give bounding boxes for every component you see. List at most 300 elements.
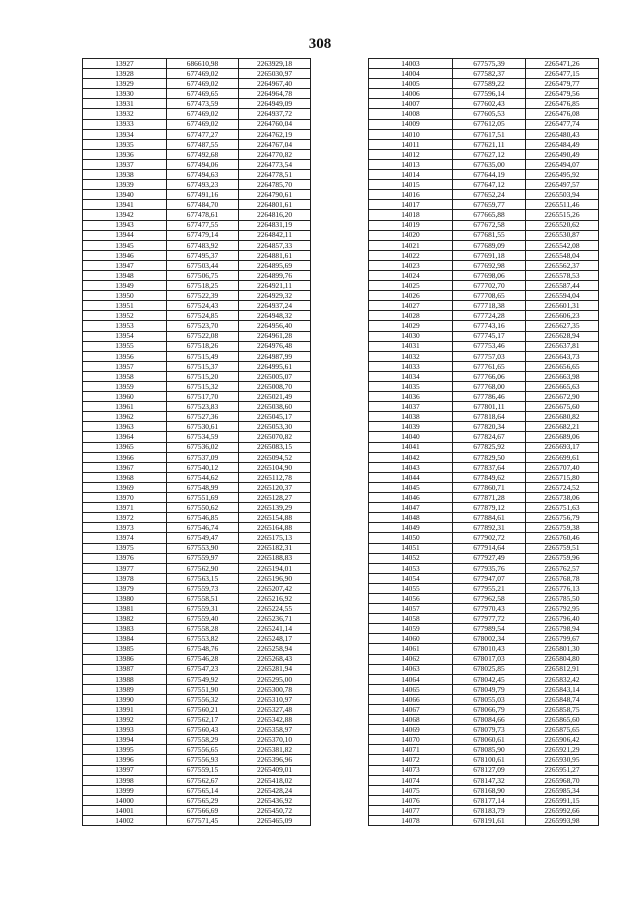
table-row — [83, 170, 311, 180]
table-row — [83, 725, 311, 735]
point-number-cell: 14058 — [369, 614, 453, 624]
point-number-cell: 14078 — [369, 816, 453, 826]
point-number-cell: 14026 — [369, 291, 453, 301]
point-number-cell: 14035 — [369, 382, 453, 392]
point-number-cell: 13953 — [83, 321, 167, 331]
y-coordinate-cell: 2265070,82 — [239, 432, 311, 442]
x-coordinate-cell: 677562,17 — [167, 715, 239, 725]
y-coordinate-cell: 2265479,56 — [526, 89, 599, 99]
table-row — [83, 493, 311, 503]
point-number-cell: 13954 — [83, 331, 167, 341]
y-coordinate-cell: 2265627,35 — [526, 321, 599, 331]
y-coordinate-cell: 2265479,77 — [526, 79, 599, 89]
table-row — [83, 129, 311, 139]
x-coordinate-cell: 677962,58 — [453, 593, 526, 603]
table-row — [369, 523, 599, 533]
point-number-cell: 13968 — [83, 472, 167, 482]
table-row — [369, 170, 599, 180]
table-row — [83, 159, 311, 169]
table-row — [369, 230, 599, 240]
x-coordinate-cell: 677849,62 — [453, 472, 526, 482]
x-coordinate-cell: 678055,03 — [453, 694, 526, 704]
y-coordinate-cell: 2265759,96 — [526, 553, 599, 563]
y-coordinate-cell: 2265511,46 — [526, 200, 599, 210]
table-row — [369, 805, 599, 815]
table-row — [369, 513, 599, 523]
x-coordinate-cell: 677556,65 — [167, 745, 239, 755]
y-coordinate-cell: 2265738,06 — [526, 493, 599, 503]
point-number-cell: 14023 — [369, 260, 453, 270]
point-number-cell: 13980 — [83, 593, 167, 603]
table-row — [369, 89, 599, 99]
x-coordinate-cell: 677768,00 — [453, 382, 526, 392]
table-row — [83, 422, 311, 432]
y-coordinate-cell: 2265154,88 — [239, 513, 311, 523]
y-coordinate-cell: 2265418,02 — [239, 775, 311, 785]
y-coordinate-cell: 2265053,30 — [239, 422, 311, 432]
point-number-cell: 14025 — [369, 281, 453, 291]
x-coordinate-cell: 677627,12 — [453, 149, 526, 159]
point-number-cell: 14039 — [369, 422, 453, 432]
table-row — [83, 513, 311, 523]
point-number-cell: 13938 — [83, 170, 167, 180]
x-coordinate-cell: 677825,92 — [453, 442, 526, 452]
point-number-cell: 13970 — [83, 493, 167, 503]
point-number-cell: 13961 — [83, 402, 167, 412]
x-coordinate-cell: 677484,70 — [167, 200, 239, 210]
x-coordinate-cell: 677612,05 — [453, 119, 526, 129]
point-number-cell: 13966 — [83, 452, 167, 462]
x-coordinate-cell: 677659,77 — [453, 200, 526, 210]
x-coordinate-cell: 678017,03 — [453, 654, 526, 664]
x-coordinate-cell: 677540,12 — [167, 462, 239, 472]
y-coordinate-cell: 2265875,65 — [526, 725, 599, 735]
y-coordinate-cell: 2265409,01 — [239, 765, 311, 775]
table-row — [83, 482, 311, 492]
x-coordinate-cell: 677536,02 — [167, 442, 239, 452]
y-coordinate-cell: 2264831,19 — [239, 220, 311, 230]
table-row — [83, 69, 311, 79]
point-number-cell: 13991 — [83, 705, 167, 715]
point-number-cell: 14017 — [369, 200, 453, 210]
point-number-cell: 14066 — [369, 694, 453, 704]
y-coordinate-cell: 2264967,40 — [239, 79, 311, 89]
x-coordinate-cell: 677559,15 — [167, 765, 239, 775]
y-coordinate-cell: 2265699,61 — [526, 452, 599, 462]
point-number-cell: 14047 — [369, 503, 453, 513]
y-coordinate-cell: 2265628,94 — [526, 331, 599, 341]
y-coordinate-cell: 2265310,97 — [239, 694, 311, 704]
point-number-cell: 14072 — [369, 755, 453, 765]
table-row — [83, 503, 311, 513]
point-number-cell: 14020 — [369, 230, 453, 240]
y-coordinate-cell: 2265865,60 — [526, 715, 599, 725]
point-number-cell: 14024 — [369, 270, 453, 280]
table-row — [369, 200, 599, 210]
y-coordinate-cell: 2265428,24 — [239, 785, 311, 795]
point-number-cell: 14062 — [369, 654, 453, 664]
point-number-cell: 14050 — [369, 533, 453, 543]
x-coordinate-cell: 677551,90 — [167, 684, 239, 694]
x-coordinate-cell: 677761,65 — [453, 361, 526, 371]
table-row — [83, 220, 311, 230]
point-number-cell: 14037 — [369, 402, 453, 412]
y-coordinate-cell: 2265295,00 — [239, 674, 311, 684]
y-coordinate-cell: 2264778,51 — [239, 170, 311, 180]
table-row — [369, 260, 599, 270]
x-coordinate-cell: 677698,06 — [453, 270, 526, 280]
table-row — [83, 402, 311, 412]
table-row — [369, 755, 599, 765]
y-coordinate-cell: 2265715,80 — [526, 472, 599, 482]
table-row — [369, 59, 599, 69]
table-row — [369, 452, 599, 462]
table-row — [83, 149, 311, 159]
point-number-cell: 13962 — [83, 412, 167, 422]
point-number-cell: 13955 — [83, 341, 167, 351]
x-coordinate-cell: 677766,06 — [453, 371, 526, 381]
y-coordinate-cell: 2265370,10 — [239, 735, 311, 745]
x-coordinate-cell: 677718,38 — [453, 301, 526, 311]
x-coordinate-cell: 678168,90 — [453, 785, 526, 795]
table-row — [83, 523, 311, 533]
point-number-cell: 13996 — [83, 755, 167, 765]
point-number-cell: 13997 — [83, 765, 167, 775]
x-coordinate-cell: 678191,61 — [453, 816, 526, 826]
table-row — [83, 735, 311, 745]
y-coordinate-cell: 2264773,54 — [239, 159, 311, 169]
y-coordinate-cell: 2264899,76 — [239, 270, 311, 280]
point-number-cell: 13931 — [83, 99, 167, 109]
x-coordinate-cell: 677565,29 — [167, 795, 239, 805]
x-coordinate-cell: 678066,79 — [453, 705, 526, 715]
y-coordinate-cell: 2264921,11 — [239, 281, 311, 291]
table-row — [369, 99, 599, 109]
table-row — [83, 139, 311, 149]
coordinates-table-right — [368, 58, 599, 826]
x-coordinate-cell: 677743,16 — [453, 321, 526, 331]
point-number-cell: 13985 — [83, 644, 167, 654]
table-row — [369, 644, 599, 654]
y-coordinate-cell: 2265021,49 — [239, 392, 311, 402]
x-coordinate-cell: 677515,20 — [167, 371, 239, 381]
x-coordinate-cell: 677556,93 — [167, 755, 239, 765]
point-number-cell: 13947 — [83, 260, 167, 270]
table-row — [83, 573, 311, 583]
table-row — [83, 321, 311, 331]
y-coordinate-cell: 2264976,48 — [239, 341, 311, 351]
x-coordinate-cell: 677558,51 — [167, 593, 239, 603]
x-coordinate-cell: 677477,55 — [167, 220, 239, 230]
point-number-cell: 14043 — [369, 462, 453, 472]
x-coordinate-cell: 677562,67 — [167, 775, 239, 785]
y-coordinate-cell: 2265503,94 — [526, 190, 599, 200]
table-row — [83, 816, 311, 826]
y-coordinate-cell: 2264948,32 — [239, 311, 311, 321]
x-coordinate-cell: 677473,59 — [167, 99, 239, 109]
x-coordinate-cell: 677483,92 — [167, 240, 239, 250]
point-number-cell: 14032 — [369, 351, 453, 361]
y-coordinate-cell: 2264995,61 — [239, 361, 311, 371]
y-coordinate-cell: 2265112,78 — [239, 472, 311, 482]
x-coordinate-cell: 677708,65 — [453, 291, 526, 301]
point-number-cell: 14006 — [369, 89, 453, 99]
y-coordinate-cell: 2265785,50 — [526, 593, 599, 603]
table-row — [369, 482, 599, 492]
y-coordinate-cell: 2265776,13 — [526, 583, 599, 593]
table-row — [369, 593, 599, 603]
point-number-cell: 14016 — [369, 190, 453, 200]
y-coordinate-cell: 2265196,90 — [239, 573, 311, 583]
table-row — [83, 654, 311, 664]
point-number-cell: 14073 — [369, 765, 453, 775]
table-row — [369, 321, 599, 331]
y-coordinate-cell: 2264895,69 — [239, 260, 311, 270]
table-row — [83, 533, 311, 543]
point-number-cell: 13981 — [83, 604, 167, 614]
point-number-cell: 14033 — [369, 361, 453, 371]
y-coordinate-cell: 2265194,01 — [239, 563, 311, 573]
point-number-cell: 13987 — [83, 664, 167, 674]
table-row — [369, 674, 599, 684]
y-coordinate-cell: 2265768,78 — [526, 573, 599, 583]
y-coordinate-cell: 2264937,72 — [239, 109, 311, 119]
y-coordinate-cell: 2265760,46 — [526, 533, 599, 543]
y-coordinate-cell: 2265008,70 — [239, 382, 311, 392]
y-coordinate-cell: 2265606,23 — [526, 311, 599, 321]
table-row — [369, 220, 599, 230]
x-coordinate-cell: 677563,15 — [167, 573, 239, 583]
y-coordinate-cell: 2265216,92 — [239, 593, 311, 603]
x-coordinate-cell: 677745,17 — [453, 331, 526, 341]
y-coordinate-cell: 2265224,55 — [239, 604, 311, 614]
x-coordinate-cell: 677902,72 — [453, 533, 526, 543]
table-row — [369, 785, 599, 795]
y-coordinate-cell: 2265601,31 — [526, 301, 599, 311]
table-row — [83, 624, 311, 634]
table-row — [369, 664, 599, 674]
table-row — [83, 291, 311, 301]
x-coordinate-cell: 677469,02 — [167, 109, 239, 119]
table-row — [83, 715, 311, 725]
point-number-cell: 14004 — [369, 69, 453, 79]
x-coordinate-cell: 678060,61 — [453, 735, 526, 745]
x-coordinate-cell: 677702,70 — [453, 281, 526, 291]
table-row — [83, 412, 311, 422]
y-coordinate-cell: 2264881,61 — [239, 250, 311, 260]
table-row — [369, 119, 599, 129]
y-coordinate-cell: 2265682,21 — [526, 422, 599, 432]
point-number-cell: 14057 — [369, 604, 453, 614]
y-coordinate-cell: 2264857,33 — [239, 240, 311, 250]
table-row — [83, 250, 311, 260]
x-coordinate-cell: 677689,09 — [453, 240, 526, 250]
table-row — [369, 493, 599, 503]
x-coordinate-cell: 677477,27 — [167, 129, 239, 139]
point-number-cell: 13975 — [83, 543, 167, 553]
x-coordinate-cell: 677550,62 — [167, 503, 239, 513]
table-row — [83, 351, 311, 361]
point-number-cell: 13994 — [83, 735, 167, 745]
point-number-cell: 13998 — [83, 775, 167, 785]
point-number-cell: 14013 — [369, 159, 453, 169]
point-number-cell: 14009 — [369, 119, 453, 129]
x-coordinate-cell: 677786,46 — [453, 392, 526, 402]
x-coordinate-cell: 677515,49 — [167, 351, 239, 361]
y-coordinate-cell: 2265801,30 — [526, 644, 599, 654]
table-row — [83, 442, 311, 452]
point-number-cell: 13948 — [83, 270, 167, 280]
y-coordinate-cell: 2265848,74 — [526, 694, 599, 704]
table-row — [83, 614, 311, 624]
x-coordinate-cell: 677549,47 — [167, 533, 239, 543]
table-row — [369, 553, 599, 563]
y-coordinate-cell: 2265762,57 — [526, 563, 599, 573]
point-number-cell: 14012 — [369, 149, 453, 159]
point-number-cell: 13978 — [83, 573, 167, 583]
table-row — [369, 159, 599, 169]
x-coordinate-cell: 677559,31 — [167, 604, 239, 614]
x-coordinate-cell: 677914,64 — [453, 543, 526, 553]
y-coordinate-cell: 2264816,20 — [239, 210, 311, 220]
table-row — [83, 382, 311, 392]
y-coordinate-cell: 2265471,26 — [526, 59, 599, 69]
y-coordinate-cell: 2265120,37 — [239, 482, 311, 492]
y-coordinate-cell: 2265796,40 — [526, 614, 599, 624]
x-coordinate-cell: 677621,11 — [453, 139, 526, 149]
x-coordinate-cell: 677559,73 — [167, 583, 239, 593]
table-row — [83, 604, 311, 614]
point-number-cell: 14027 — [369, 301, 453, 311]
table-row — [369, 291, 599, 301]
y-coordinate-cell: 2264956,40 — [239, 321, 311, 331]
point-number-cell: 13930 — [83, 89, 167, 99]
y-coordinate-cell: 2265968,70 — [526, 775, 599, 785]
x-coordinate-cell: 677546,28 — [167, 654, 239, 664]
x-coordinate-cell: 678042,45 — [453, 674, 526, 684]
x-coordinate-cell: 677818,64 — [453, 412, 526, 422]
x-coordinate-cell: 677469,65 — [167, 89, 239, 99]
y-coordinate-cell: 2265175,13 — [239, 533, 311, 543]
table-row — [83, 755, 311, 765]
y-coordinate-cell: 2265436,92 — [239, 795, 311, 805]
y-coordinate-cell: 2264762,19 — [239, 129, 311, 139]
x-coordinate-cell: 677560,21 — [167, 705, 239, 715]
y-coordinate-cell: 2265497,57 — [526, 180, 599, 190]
y-coordinate-cell: 2265045,17 — [239, 412, 311, 422]
point-number-cell: 13974 — [83, 533, 167, 543]
point-number-cell: 13933 — [83, 119, 167, 129]
y-coordinate-cell: 2264790,61 — [239, 190, 311, 200]
table-row — [369, 563, 599, 573]
x-coordinate-cell: 678100,61 — [453, 755, 526, 765]
table-row — [83, 270, 311, 280]
point-number-cell: 14049 — [369, 523, 453, 533]
table-row — [83, 563, 311, 573]
x-coordinate-cell: 677492,68 — [167, 149, 239, 159]
table-row — [369, 725, 599, 735]
x-coordinate-cell: 677644,19 — [453, 170, 526, 180]
x-coordinate-cell: 677977,72 — [453, 614, 526, 624]
x-coordinate-cell: 677518,26 — [167, 341, 239, 351]
y-coordinate-cell: 2265495,92 — [526, 170, 599, 180]
point-number-cell: 13992 — [83, 715, 167, 725]
point-number-cell: 14022 — [369, 250, 453, 260]
y-coordinate-cell: 2265083,15 — [239, 442, 311, 452]
point-number-cell: 14031 — [369, 341, 453, 351]
table-row — [83, 281, 311, 291]
point-number-cell: 14077 — [369, 805, 453, 815]
y-coordinate-cell: 2265248,17 — [239, 634, 311, 644]
point-number-cell: 13973 — [83, 523, 167, 533]
y-coordinate-cell: 2265993,98 — [526, 816, 599, 826]
point-number-cell: 14052 — [369, 553, 453, 563]
table-row — [83, 311, 311, 321]
x-coordinate-cell: 677522,08 — [167, 331, 239, 341]
x-coordinate-cell: 677559,97 — [167, 553, 239, 563]
point-number-cell: 13990 — [83, 694, 167, 704]
table-row — [83, 674, 311, 684]
point-number-cell: 14064 — [369, 674, 453, 684]
x-coordinate-cell: 678127,09 — [453, 765, 526, 775]
point-number-cell: 14042 — [369, 452, 453, 462]
table-row — [83, 109, 311, 119]
y-coordinate-cell: 2265578,53 — [526, 270, 599, 280]
point-number-cell: 14054 — [369, 573, 453, 583]
x-coordinate-cell: 677517,70 — [167, 392, 239, 402]
y-coordinate-cell: 2265843,14 — [526, 684, 599, 694]
x-coordinate-cell: 677635,00 — [453, 159, 526, 169]
y-coordinate-cell: 2265484,49 — [526, 139, 599, 149]
table-row — [369, 69, 599, 79]
table-row — [369, 79, 599, 89]
table-row — [369, 180, 599, 190]
point-number-cell: 13963 — [83, 422, 167, 432]
x-coordinate-cell: 677506,75 — [167, 270, 239, 280]
table-row — [369, 361, 599, 371]
point-number-cell: 14029 — [369, 321, 453, 331]
table-row — [369, 795, 599, 805]
x-coordinate-cell: 677478,61 — [167, 210, 239, 220]
table-row — [369, 705, 599, 715]
point-number-cell: 13939 — [83, 180, 167, 190]
point-number-cell: 13986 — [83, 654, 167, 664]
point-number-cell: 13935 — [83, 139, 167, 149]
x-coordinate-cell: 677562,90 — [167, 563, 239, 573]
point-number-cell: 13993 — [83, 725, 167, 735]
table-row — [369, 503, 599, 513]
y-coordinate-cell: 2265799,67 — [526, 634, 599, 644]
point-number-cell: 13982 — [83, 614, 167, 624]
table-row — [369, 735, 599, 745]
table-row — [369, 816, 599, 826]
point-number-cell: 14030 — [369, 331, 453, 341]
y-coordinate-cell: 2265756,79 — [526, 513, 599, 523]
point-number-cell: 14053 — [369, 563, 453, 573]
point-number-cell: 13972 — [83, 513, 167, 523]
y-coordinate-cell: 2264842,11 — [239, 230, 311, 240]
table-row — [369, 624, 599, 634]
table-row — [83, 543, 311, 553]
point-number-cell: 14018 — [369, 210, 453, 220]
x-coordinate-cell: 677491,16 — [167, 190, 239, 200]
table-row — [83, 190, 311, 200]
x-coordinate-cell: 677970,43 — [453, 604, 526, 614]
point-number-cell: 14010 — [369, 129, 453, 139]
y-coordinate-cell: 2265450,72 — [239, 805, 311, 815]
point-number-cell: 13956 — [83, 351, 167, 361]
x-coordinate-cell: 677566,69 — [167, 805, 239, 815]
